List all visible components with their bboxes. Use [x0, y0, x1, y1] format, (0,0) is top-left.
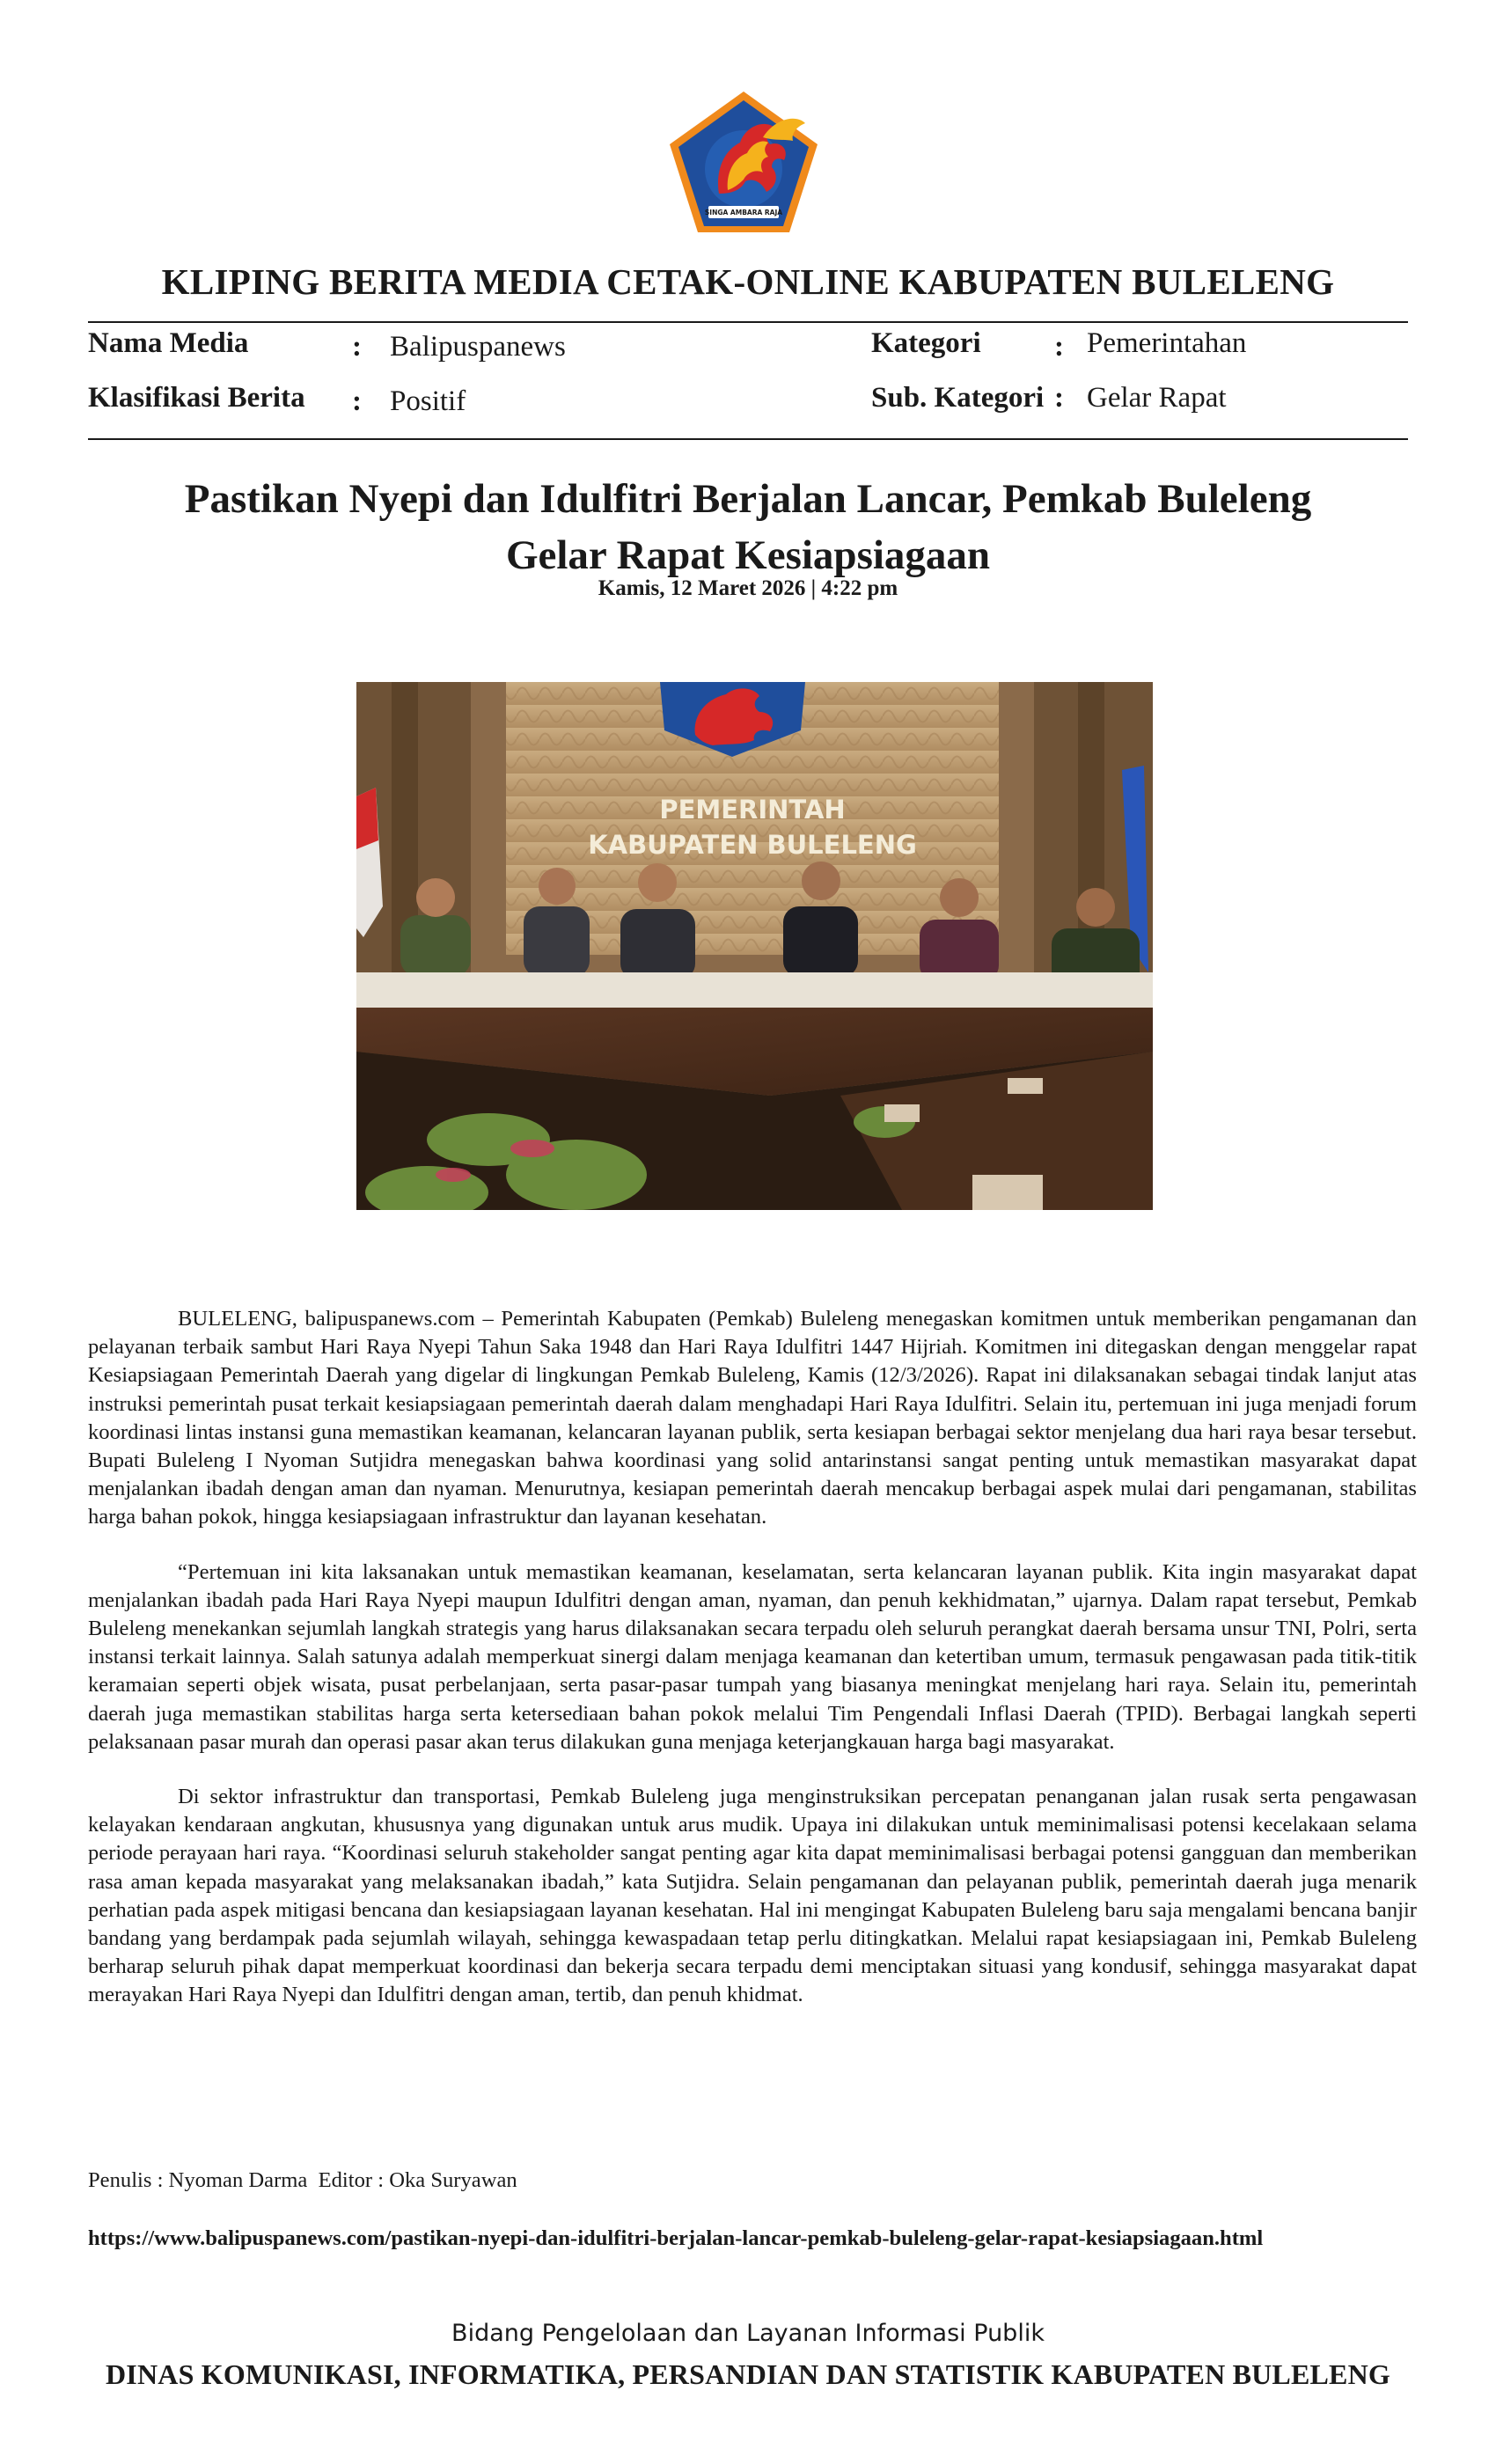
- article-date: Kamis, 12 Maret 2026 | 4:22 pm: [598, 576, 898, 600]
- meta-klasifikasi-colon: :: [352, 385, 362, 417]
- article-paragraph: Di sektor infrastruktur dan transportasi, Pemkab Buleleng juga menginstruksikan percepatan penanganan jalan rusak serta pengawasan kelayakan kendaraan angkutan, khususnya yang digunakan untuk arus mudik. Upaya ini dilakukan untuk meminimalisasi potensi kecelakaan selama periode perayaan hari raya. “Koordinasi seluruh stakeholder sangat penting agar kita dapat meminimalisasi berbagai potensi gangguan dan memberikan rasa aman kepada masyarakat yang melaksanakan ibadah,” kata Sutjidra. Selain pengamanan dan pelayanan publik, pemerintah daerah juga menarik perhatian pada aspek mitigasi bencana dan kesiapsiagaan layanan kesehatan. Hal ini mengingat Kabupaten Buleleng baru saja mengalami bencana banjir bandang yang berdampak pada sejumlah wilayah, sehingga kewaspadaan tetap perlu ditingkatkan. Melalui rapat kesiapsiagaan ini, Pemkab Buleleng berharap seluruh pihak dapat memperkuat koordinasi dan bekerja secara terpadu demi menciptakan situasi yang kondusif, sehingga masyarakat dapat merayakan Hari Raya Nyepi dan Idulfitri dengan aman, tertib, dan penuh khidmat.: [88, 1785, 1417, 2007]
- bottom-divider: [88, 438, 1408, 440]
- article-paragraph: “Pertemuan ini kita laksanakan untuk memastikan keamanan, keselamatan, serta kelancaran layanan publik. Kita ingin masyarakat dapat menjalankan ibadah pada Hari Raya Nyepi maupun Idulfitri dengan aman, nyaman, dan penuh kekhidmatan,” ujarnya. Dalam rapat tersebut, Pemkab Buleleng menekankan sejumlah langkah strategis yang harus dilaksanakan secara terpadu oleh seluruh perangkat daerah bersama unsur TNI, Polri, serta instansi terkait lainnya. Salah satunya adalah memperkuat sinergi dalam menjaga keamanan dan ketertiban umum, termasuk pengawasan pada titik-titik keramaian seperti objek wisata, pusat perbelanjaan, serta pasar-pasar tumpah yang biasanya meningkat menjelang hari raya. Selain itu, pemerintah daerah juga memastikan stabilitas harga serta ketersediaan bahan pokok melalui Tim Pengendali Inflasi Daerah (TPID). Berbagai langkah seperti pelaksanaan pasar murah dan operasi pasar akan terus dilakukan guna menjaga keterjangkauan harga bagi masyarakat.: [88, 1559, 1417, 1754]
- clipping-title: KLIPING BERITA MEDIA CETAK-ONLINE KABUPATEN BULELENG: [161, 261, 1335, 302]
- meta-kategori-colon: :: [1054, 331, 1064, 363]
- logo-motto-text: SINGA AMBARA RAJA: [704, 209, 783, 216]
- meta-kategori-label: Kategori: [871, 327, 981, 359]
- meta-media-value: Balipuspanews: [390, 331, 566, 363]
- article-source-link[interactable]: https://www.balipuspanews.com/pastikan-nyepi-dan-idulfitri-berjalan-lancar-pemkab-buleleng-gelar-rapat-kesiapsiagaan.html: [88, 2226, 1264, 2250]
- article-byline: Penulis : Nyoman Darma Editor : Oka Suryawan: [88, 2168, 517, 2192]
- photo-sign-line-1: PEMERINTAH: [659, 795, 846, 825]
- footer-division: Bidang Pengelolaan dan Layanan Informasi Publik: [451, 2320, 1045, 2347]
- meta-klasifikasi-label: Klasifikasi Berita: [88, 382, 305, 414]
- photo-sign-line-2: KABUPATEN BULELENG: [588, 830, 917, 860]
- article-body: [88, 1305, 1417, 2036]
- meeting-photo: [356, 682, 1153, 1210]
- headline-line-1: Pastikan Nyepi dan Idulfitri Berjalan Lancar, Pemkab Buleleng: [184, 476, 1312, 522]
- meta-media-label: Nama Media: [88, 327, 249, 359]
- meta-klasifikasi-value: Positif: [390, 385, 466, 417]
- meta-subkategori-label: Sub. Kategori: [871, 382, 1045, 414]
- article-headline: [141, 471, 1355, 583]
- top-divider: [88, 321, 1408, 323]
- footer-department: DINAS KOMUNIKASI, INFORMATIKA, PERSANDIAN DAN STATISTIK KABUPATEN BULELENG: [105, 2358, 1391, 2390]
- headline-line-2: Gelar Rapat Kesiapsiagaan: [505, 532, 991, 578]
- meta-kategori-value: Pemerintahan: [1087, 327, 1247, 359]
- meta-media-colon: :: [352, 331, 362, 363]
- meta-subkategori-colon: :: [1054, 382, 1064, 414]
- meta-subkategori-value: Gelar Rapat: [1087, 382, 1227, 414]
- article-paragraph: BULELENG, balipuspanews.com – Pemerintah Kabupaten (Pemkab) Buleleng menegaskan komitmen untuk memberikan pengamanan dan pelayanan terbaik sambut Hari Raya Nyepi Tahun Saka 1948 dan Hari Raya Idulfitri 1447 Hijriah. Komitmen ini ditegaskan dengan menggelar rapat Kesiapsiagaan Pemerintah Daerah yang digelar di lingkungan Pemkab Buleleng, Kamis (12/3/2026). Rapat ini dilaksanakan sebagai tindak lanjut atas instruksi pemerintah pusat terkait kesiapsiagaan pemerintah daerah dalam menghadapi Hari Raya Idulfitri. Selain itu, pertemuan ini juga menjadi forum koordinasi lintas instansi guna memastikan keamanan, kelancaran layanan publik, serta kesiapan berbagai sektor menjelang dua hari raya besar tersebut. Bupati Buleleng I Nyoman Sutjidra menegaskan bahwa koordinasi yang solid antarinstansi sangat penting untuk memastikan masyarakat dapat menjalankan ibadah dengan aman dan nyaman. Menurutnya, kesiapan pemerintah daerah mencakup berbagai aspek mulai dari pengamanan, stabilitas harga bahan pokok, hingga kesiapsiagaan infrastruktur dan layanan kesehatan.: [88, 1307, 1417, 1529]
- buleleng-logo-emblem: [664, 88, 823, 238]
